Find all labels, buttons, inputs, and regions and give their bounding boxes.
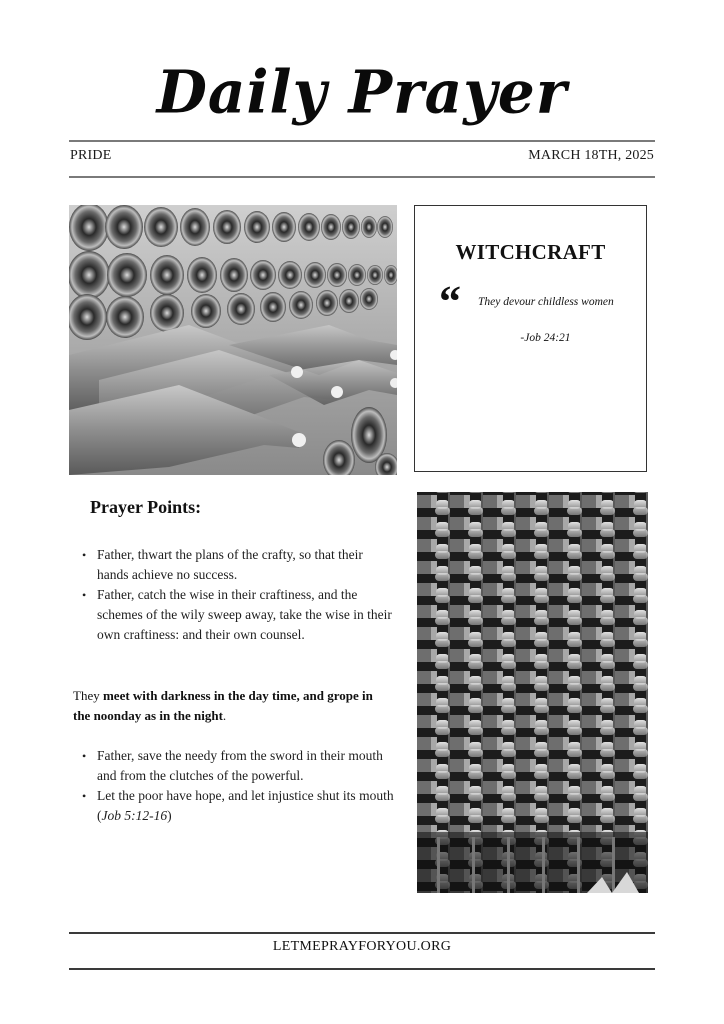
category-label: PRIDE [70,148,112,163]
wine-rack-photo [417,492,648,893]
scripture-verse [73,686,373,726]
wine-rack-image [417,492,648,893]
prayer-list-second [78,746,397,826]
masthead-title: Daily Prayer [156,57,568,127]
footer-bottom-rule [69,968,655,970]
quote-box-title: WITCHCRAFT [455,240,606,264]
prayer-points-heading: Prayer Points: [90,497,202,517]
date-label: MARCH 18TH, 2025 [528,148,654,163]
prayer-list-first [78,545,397,645]
prayer-point-item: • Father, save the needy from the sword in their mouth and from the clutches of the powerful. [97,746,397,786]
wine-bottles-stacked-image [69,205,397,475]
witchcraft-quote-box [414,205,647,472]
prayer-point-text: Let the poor have hope, and let injustice shut its mouth [97,788,394,803]
citation-close: ) [167,808,172,823]
prayer-point-item [97,786,397,826]
verse-bold: meet with darkness in the day time, and grope in the noonday as in the night [73,688,373,723]
header-bottom-rule [69,176,655,178]
quote-mark-icon: “ [439,277,461,326]
verse-lead: They [73,688,103,703]
footer-site-link[interactable]: LETMEPRAYFORYOU.ORG [272,939,452,954]
footer-top-rule [69,932,655,934]
citation-open: ( [97,808,102,823]
header-top-rule [69,140,655,142]
prayer-point-item: • Father, thwart the plans of the crafty, so that their hands achieve no success. [97,545,397,585]
quote-reference: -Job 24:21 [520,332,571,344]
wine-bottles-stacked-photo [69,205,397,475]
prayer-point-item: • Father, catch the wise in their craftiness, and the schemes of the wily sweep away, take the wise in their own craftiness: and their own counsel. [97,585,397,645]
citation-ref: Job 5:12-16 [101,808,168,823]
quote-text: They devour childless women [478,296,614,308]
verse-tail: . [222,708,227,723]
